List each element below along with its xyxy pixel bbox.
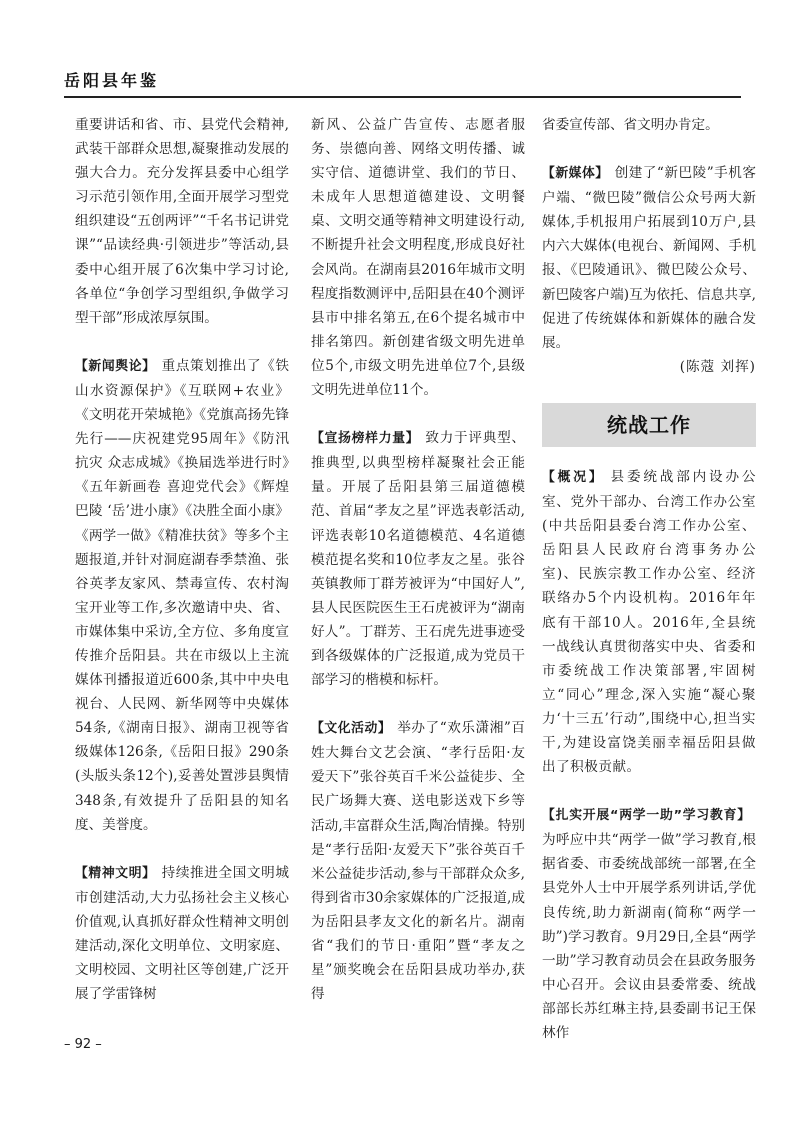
overview-text: 县委统战部内设办公室、党外干部办、台湾工作办公室(中共岳阳县委台湾工作办公室、岳阳县人民政府台湾事务办公室)、民族宗教工作办公室、经济联络办5个内设机构。2016年年底有干部10人。2016年,全县统一战线认真贯彻落实中央、省委和市委统战工作决策部署,牢固树立“同心”理念,深入实施“凝心聚力‘十三五’行动”,围绕中心,担当实干,为建设富饶美丽幸福岳阳县做出了积极贡献。 — [542, 468, 757, 776]
model-label: 【宣扬榜样力量】 — [311, 431, 420, 447]
study-text: 为呼应中共“两学一做”学习教育,根据省委、市委统战部统一部署,在全县党外人士中开展学系列讲话,学优良传统,助力新湖南(简称“两学一助”)学习教育。9月29日,全县“两学一助”学习教育动员会在县政务服务中心召开。会议由县委常委、统战部部长苏红琳主持,县委副书记王保林作 — [542, 832, 756, 1041]
header-rule — [64, 96, 741, 98]
paragraph-news — [75, 354, 289, 837]
column-2 — [311, 113, 525, 1006]
paragraph-spirit — [75, 861, 289, 1007]
spirit-text: 持续推进全国文明城市创建活动,大力弘扬社会主义核心价值观,认真抓好群众性精神文明创建活动,深化文明单位、文明家庭、文明校园、文明社区等创建,广泛开展了学雷锋树 — [75, 864, 290, 1003]
news-text: 重点策划推出了《铁山水资源保护》《互联网+农业》《文明花开荣城艳》《党旗高扬先锋先行——庆祝建党95周年》《防汛抗灾 众志成城》《换届选举进行时》《五年新画卷 喜迎党代会》《辉煌巴陵 ‘岳’进小康》《决胜全面小康》《两学一做》《精准扶贫》等多个主题报道,并针对洞庭湖春季禁渔、张谷英孝友家风、禁毒宣传、农村淘宝开业等工作,多次邀请中央、省、市媒体集中采访,全方位、多角度宣传推介岳阳县。共在市级以上主流媒体刊播报道近600条,其中中央电视台、人民网、新华网等中央媒体54条,《湖南日报》、湖南卫视等省级媒体126条,《岳阳日报》290条(头版头条12个),妥善处置涉县舆情348条,有效提升了岳阳县的知名度、美誉度。 — [75, 357, 290, 833]
culture-label: 【文化活动】 — [311, 721, 392, 737]
paragraph-continued: 新风、公益广告宣传、志愿者服务、崇德向善、网络文明传播、诚实守信、道德讲堂、我们的节日、未成年人思想道德建设、文明餐桌、文明交通等精神文明建设行动,不断提升社会文明程度,形成良好社会风尚。在湖南县2016年城市文明程度指数测评中,岳阳县在40个测评县市中排名第五,在6个提名城市中排名第四。新创建省级文明先进单位5个,市级文明先进单位7个,县级文明先进单位11个。 — [311, 117, 525, 399]
media-text: 创建了“新巴陵”手机客户端、“微巴陵”微信公众号两大新媒体,手机报用户拓展到10万户,县内六大媒体(电视台、新闻网、手机报、《巴陵通讯》、微巴陵公众号、新巴陵客户端)互为依托、信息共享,促进了传统媒体和新媒体的融合发展。 — [542, 165, 756, 351]
study-label: 【扎实开展“两学一助”学习教育】 — [542, 808, 750, 824]
author-signature: (陈蔻 刘挥) — [679, 358, 756, 375]
paragraph-continued: 重要讲话和省、市、县党代会精神,武装干部群众思想,凝聚推动发展的强大合力。充分发挥县委中心组学习示范引领作用,全面开展学习型党组织建设“五创两评”“千名书记讲党课”“品读经典·引领进步”等活动,县委中心组开展了6次集中学习讨论,各单位“争创学习型组织,争做学习型干部”形成浓厚氛围。 — [75, 117, 289, 326]
page-number: – 92 – — [64, 1037, 102, 1052]
model-text: 致力于评典型、推典型,以典型榜样凝聚社会正能量。开展了岳阳县第三届道德模范、首届“孝友之星”评选表彰活动,评选表彰10名道德模范、4名道德模范提名奖和10位孝友之星。张谷英镇教师丁群芳被评为“中国好人”,县人民医院医生王石虎被评为“湖南好人”。丁群芳、王石虎先进事迹受到各级媒体的广泛报道,成为党员干部学习的楷模和标杆。 — [311, 430, 526, 689]
column-1 — [75, 113, 289, 1006]
section-heading-box — [542, 403, 756, 447]
section-title: 统战工作 — [607, 412, 691, 437]
paragraph-culture — [311, 716, 525, 1006]
overview-label: 【概况】 — [542, 469, 605, 485]
media-label: 【新媒体】 — [542, 166, 609, 182]
paragraph-overview — [542, 465, 756, 779]
paragraph-study — [542, 803, 756, 1045]
spirit-label: 【精神文明】 — [75, 865, 156, 881]
culture-text: 举办了“欢乐潇湘”百姓大舞台文艺会演、“孝行岳阳·友爱天下”张谷英百千米公益徒步、全民广场舞大赛、送电影送戏下乡等活动,丰富群众生活,陶冶情操。特别是“孝行岳阳·友爱天下”张谷英百千米公益徒步活动,参与干部群众众多,得到省市30余家媒体的广泛报道,成为岳阳县孝友文化的新名片。湖南省“我们的节日·重阳”暨“孝友之星”颁奖晚会在岳阳县成功举办,获得 — [311, 720, 526, 1003]
news-label: 【新闻舆论】 — [75, 358, 156, 374]
running-head-title: 岳阳县年鉴 — [64, 71, 160, 90]
paragraph-media — [542, 161, 756, 355]
paragraph-model — [311, 426, 525, 692]
column-3 — [542, 113, 756, 1045]
paragraph-continued: 省委宣传部、省文明办肯定。 — [542, 117, 719, 133]
